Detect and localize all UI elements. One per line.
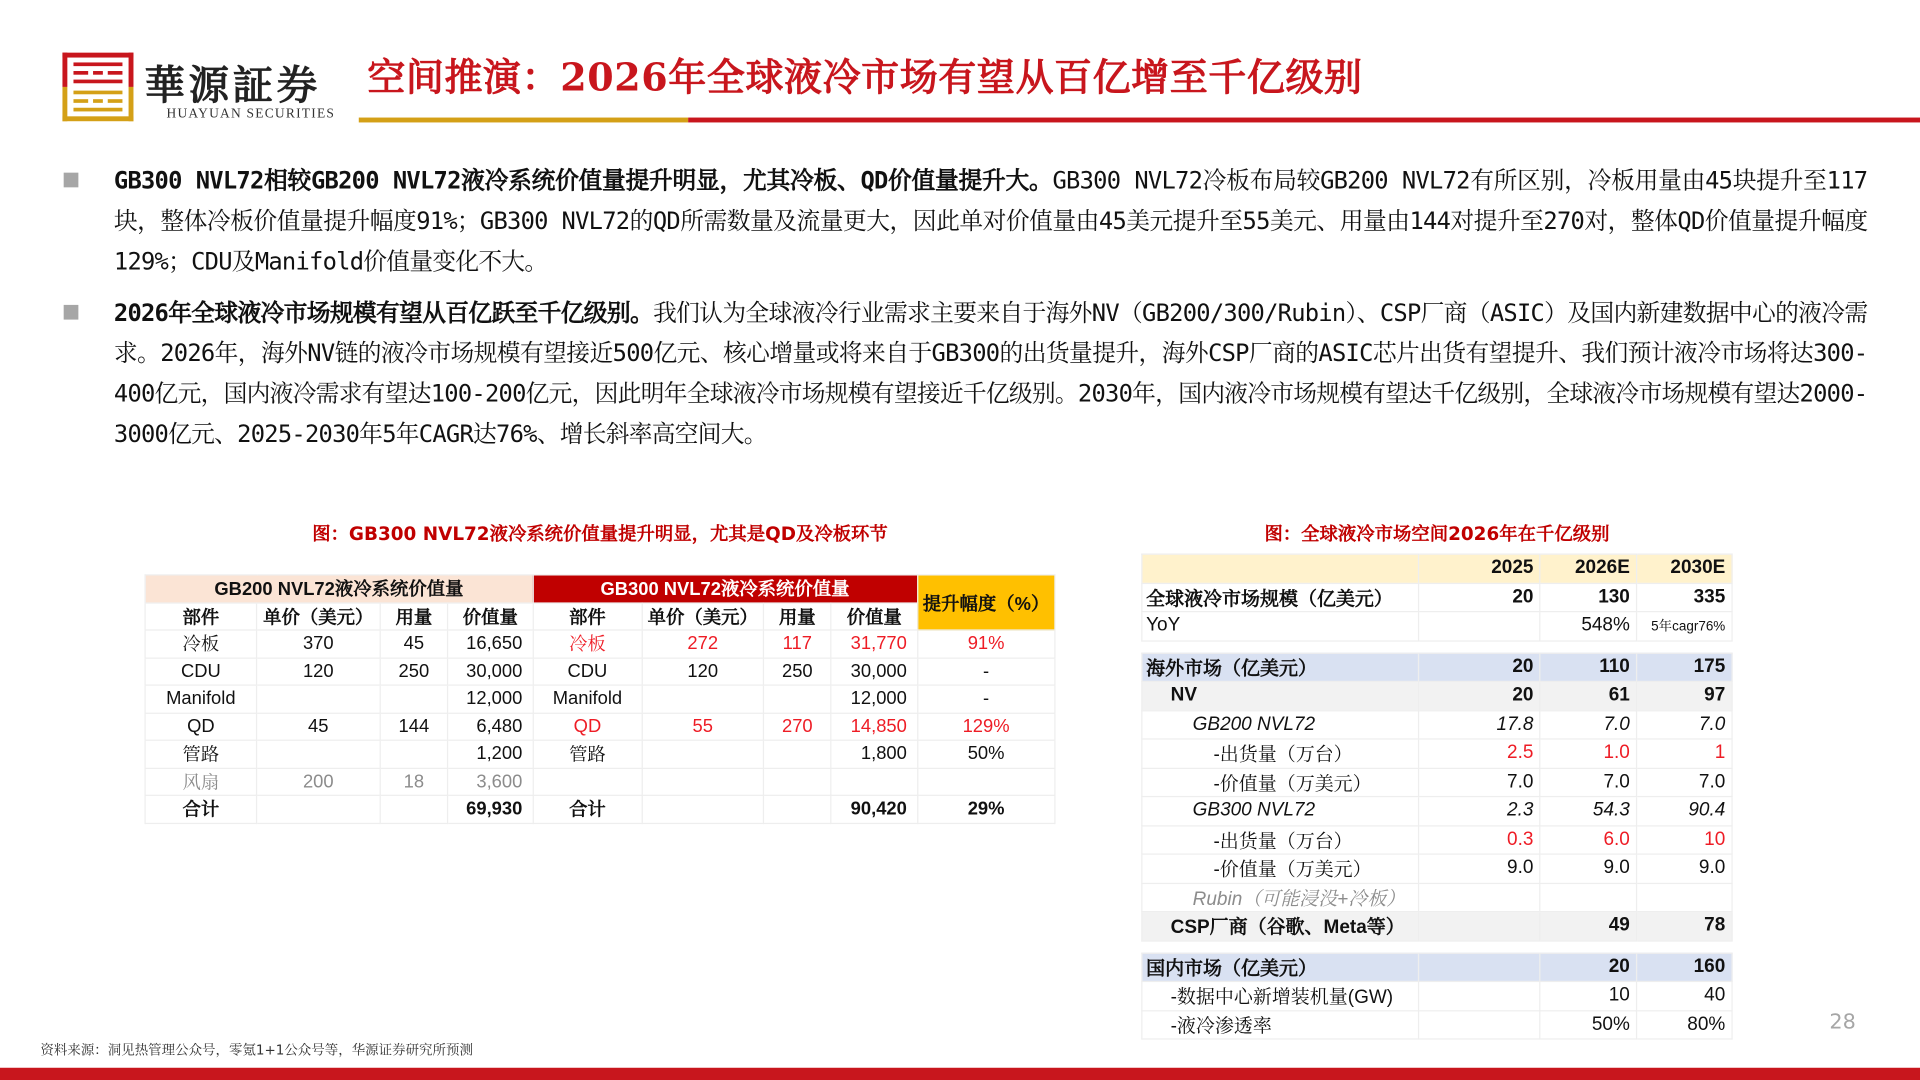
bottom-bar: [0, 1068, 1920, 1080]
value-cell: 7.0: [1418, 768, 1540, 797]
table-row: [1142, 797, 1732, 826]
table-cell: [380, 685, 448, 713]
value-cell: 130: [1540, 583, 1636, 612]
bullet-lead: GB300 NVL72相较GB200 NVL72液冷系统价值量提升明显，尤其冷板、QD价值量提升大。: [113, 166, 1053, 195]
row-label: 国内市场（亿美元）: [1142, 953, 1419, 982]
value-cell: 10: [1637, 825, 1732, 854]
market-size-table: [1141, 553, 1732, 1039]
value-cell: 97: [1637, 681, 1732, 710]
group-header-gb200: GB200 NVL72液冷系统价值量: [145, 575, 533, 603]
value-cell: 5年cagr76%: [1637, 612, 1732, 641]
table-cell: 120: [257, 658, 380, 686]
table-cell: [642, 795, 763, 823]
value-cell: 160: [1637, 953, 1732, 982]
bullet-paragraph-2: [114, 293, 1867, 455]
table-cell: 风扇: [145, 768, 257, 796]
spacer-row: [1142, 640, 1732, 652]
table-cell: 管路: [145, 740, 257, 768]
value-cell: 7.0: [1540, 768, 1636, 797]
value-cell: 20: [1418, 681, 1540, 710]
table-cell: 90,420: [831, 795, 917, 823]
table-row: [1142, 825, 1732, 854]
value-cell: 20: [1418, 653, 1540, 682]
brand-name-en: HUAYUAN SECURITIES: [166, 106, 336, 122]
table-cell: 1,200: [448, 740, 533, 768]
table-cell: 144: [380, 713, 448, 741]
increase-cell: 50%: [917, 740, 1055, 768]
title-divider-red: [688, 118, 1920, 123]
table-cell: [642, 685, 763, 713]
table-cell: QD: [145, 713, 257, 741]
column-header: 单价（美元）: [257, 602, 380, 630]
value-cell: 80%: [1637, 1010, 1732, 1039]
table-row: [145, 630, 1055, 658]
table-cell: [763, 685, 831, 713]
value-cell: 175: [1637, 653, 1732, 682]
table-cell: 45: [380, 630, 448, 658]
table-row: [145, 740, 1055, 768]
value-cell: 54.3: [1540, 797, 1636, 826]
table-row: [1142, 710, 1732, 739]
value-cell: [1540, 883, 1636, 912]
liquid-cooling-value-table: [144, 574, 1055, 823]
table-cell: 16,650: [448, 630, 533, 658]
page-number: 28: [1829, 1010, 1856, 1035]
value-cell: 20: [1418, 583, 1540, 612]
increase-header: 提升幅度（%）: [917, 575, 1055, 630]
right-figure-caption: 图：全球液冷市场空间2026年在千亿级别: [1264, 522, 1610, 545]
row-label: -液冷渗透率: [1142, 1010, 1419, 1039]
table-cell: [257, 740, 380, 768]
year-header: 2025: [1418, 554, 1540, 583]
table-cell: 250: [763, 658, 831, 686]
row-label: -出货量（万台）: [1142, 739, 1419, 768]
table-cell: 30,000: [448, 658, 533, 686]
value-cell: 7.0: [1637, 768, 1732, 797]
value-cell: 40: [1637, 981, 1732, 1010]
table-row: [1142, 739, 1732, 768]
table-cell: [380, 795, 448, 823]
bullet-icon: [64, 173, 79, 188]
increase-cell: 129%: [917, 713, 1055, 741]
table-cell: 14,850: [831, 713, 917, 741]
value-cell: [1418, 981, 1540, 1010]
value-cell: 7.0: [1540, 710, 1636, 739]
year-header: 2026E: [1540, 554, 1636, 583]
table-cell: 117: [763, 630, 831, 658]
table-row: [1142, 681, 1732, 710]
table-cell: Manifold: [533, 685, 642, 713]
table-cell: 管路: [533, 740, 642, 768]
row-label: GB300 NVL72: [1142, 797, 1419, 826]
table-row: [1142, 854, 1732, 883]
table-cell: 120: [642, 658, 763, 686]
value-cell: 90.4: [1637, 797, 1732, 826]
value-cell: [1637, 883, 1732, 912]
table-cell: 272: [642, 630, 763, 658]
column-header: 价值量: [448, 602, 533, 630]
table-cell: 1,800: [831, 740, 917, 768]
row-label: -出货量（万台）: [1142, 825, 1419, 854]
value-cell: 17.8: [1418, 710, 1540, 739]
column-header: 部件: [533, 602, 642, 630]
row-label: 海外市场（亿美元）: [1142, 653, 1419, 682]
row-label: -数据中心新增装机量(GW): [1142, 981, 1419, 1010]
increase-cell: [917, 768, 1055, 796]
spacer: [1142, 640, 1732, 652]
row-label: 全球液冷市场规模（亿美元）: [1142, 583, 1419, 612]
group-header-row: [145, 575, 1055, 603]
table-row: [145, 795, 1055, 823]
row-label: -价值量（万美元）: [1142, 854, 1419, 883]
group-header-gb300: GB300 NVL72液冷系统价值量: [533, 575, 918, 603]
table-cell: Manifold: [145, 685, 257, 713]
table-cell: [642, 768, 763, 796]
table-row: [1142, 653, 1732, 682]
year-header: 2030E: [1637, 554, 1732, 583]
value-cell: 49: [1540, 912, 1636, 941]
page-title: 空间推演：2026年全球液冷市场有望从百亿增至千亿级别: [367, 56, 1363, 101]
year-header-row: [1142, 554, 1732, 583]
bullet-paragraph-1: [114, 160, 1867, 281]
row-label: -价值量（万美元）: [1142, 768, 1419, 797]
header-blank: [1142, 554, 1419, 583]
table-cell: 45: [257, 713, 380, 741]
row-label: Rubin（可能浸没+冷板）: [1142, 883, 1419, 912]
table-cell: QD: [533, 713, 642, 741]
table-cell: 12,000: [448, 685, 533, 713]
table-cell: 270: [763, 713, 831, 741]
table-cell: [257, 685, 380, 713]
title-divider-gold: [359, 118, 688, 123]
table-cell: [642, 740, 763, 768]
table-row: [145, 685, 1055, 713]
row-label: CSP厂商（谷歌、Meta等）: [1142, 912, 1419, 941]
row-label: NV: [1142, 681, 1419, 710]
value-cell: 548%: [1540, 612, 1636, 641]
table-cell: 6,480: [448, 713, 533, 741]
value-cell: 0.3: [1418, 825, 1540, 854]
increase-cell: 29%: [917, 795, 1055, 823]
increase-cell: -: [917, 658, 1055, 686]
table-row: [1142, 883, 1732, 912]
table-cell: 250: [380, 658, 448, 686]
table-row: [1142, 1010, 1732, 1039]
value-cell: 1: [1637, 739, 1732, 768]
table-row: [1142, 612, 1732, 641]
value-cell: [1418, 1010, 1540, 1039]
table-cell: 69,930: [448, 795, 533, 823]
table-cell: 合计: [145, 795, 257, 823]
value-cell: 10: [1540, 981, 1636, 1010]
column-header: 部件: [145, 602, 257, 630]
table-cell: 12,000: [831, 685, 917, 713]
bullet-lead: 2026年全球液冷市场规模有望从百亿跃至千亿级别。: [113, 298, 654, 327]
table-cell: 冷板: [533, 630, 642, 658]
source-note: 资料来源：洞见热管理公众号，零氪1+1公众号等，华源证券研究所预测: [40, 1042, 473, 1058]
table-cell: 31,770: [831, 630, 917, 658]
value-cell: 1.0: [1540, 739, 1636, 768]
bullet-text: GB300 NVL72冷板布局较GB200 NVL72有所区别，冷板用量由45块提升至117块，整体冷板价值量提升幅度91%；GB300 NVL72的QD所需数量及流量更大，因此单对价值量由45美元提升至55美元、用量由144对提升至270对，整体QD价值量提升幅度129%；CDU及Manifold价值量变化不大。: [113, 166, 1868, 276]
table-cell: 200: [257, 768, 380, 796]
value-cell: 9.0: [1637, 854, 1732, 883]
spacer-row: [1142, 940, 1732, 952]
table-cell: 冷板: [145, 630, 257, 658]
value-cell: 9.0: [1540, 854, 1636, 883]
table-row: [1142, 768, 1732, 797]
value-cell: 7.0: [1637, 710, 1732, 739]
table-cell: 3,600: [448, 768, 533, 796]
table-row: [1142, 981, 1732, 1010]
value-cell: 20: [1540, 953, 1636, 982]
table-cell: 18: [380, 768, 448, 796]
brand-name: 華源証券: [144, 61, 321, 109]
bullet-icon: [64, 305, 79, 320]
value-cell: 9.0: [1418, 854, 1540, 883]
value-cell: [1418, 883, 1540, 912]
increase-cell: -: [917, 685, 1055, 713]
value-cell: 110: [1540, 653, 1636, 682]
table-cell: [763, 795, 831, 823]
column-header: 单价（美元）: [642, 602, 763, 630]
table-cell: 55: [642, 713, 763, 741]
table-cell: [763, 740, 831, 768]
table-cell: 合计: [533, 795, 642, 823]
value-cell: 2.5: [1418, 739, 1540, 768]
value-cell: 78: [1637, 912, 1732, 941]
column-header: 用量: [763, 602, 831, 630]
increase-cell: 91%: [917, 630, 1055, 658]
table-cell: [763, 768, 831, 796]
table-cell: [257, 795, 380, 823]
table-cell: 370: [257, 630, 380, 658]
table-row: [145, 713, 1055, 741]
value-cell: 2.3: [1418, 797, 1540, 826]
spacer: [1142, 940, 1732, 952]
value-cell: [1418, 953, 1540, 982]
column-header: 价值量: [831, 602, 917, 630]
table-cell: 30,000: [831, 658, 917, 686]
table-cell: CDU: [145, 658, 257, 686]
huayuan-logo-icon: [61, 51, 134, 122]
table-row: [1142, 583, 1732, 612]
left-figure-caption: 图：GB300 NVL72液冷系统价值量提升明显，尤其是QD及冷板环节: [312, 522, 888, 545]
row-label: YoY: [1142, 612, 1419, 641]
bullet-text: 我们认为全球液冷行业需求主要来自于海外NV（GB200/300/Rubin）、CSP厂商（ASIC）及国内新建数据中心的液冷需求。2026年，海外NV链的液冷市场规模有望接近500亿元、核心增量或将来自于GB300的出货量提升，海外CSP厂商的ASIC芯片出货有望提升、我们预计液冷市场将达300-400亿元，国内液冷需求有望达100-200亿元，因此明年全球液冷市场规模有望接近千亿级别。2030年，国内液冷市场规模有望达千亿级别，全球液冷市场规模有望达2000-3000亿元、2025-2030年5年CAGR达76%、增长斜率高空间大。: [113, 298, 1868, 449]
column-header: 用量: [380, 602, 448, 630]
value-cell: 61: [1540, 681, 1636, 710]
table-row: [1142, 912, 1732, 941]
table-cell: [831, 768, 917, 796]
table-cell: [380, 740, 448, 768]
table-row: [1142, 953, 1732, 982]
table-row: [145, 658, 1055, 686]
table-cell: CDU: [533, 658, 642, 686]
row-label: GB200 NVL72: [1142, 710, 1419, 739]
value-cell: 50%: [1540, 1010, 1636, 1039]
value-cell: [1418, 912, 1540, 941]
value-cell: [1418, 612, 1540, 641]
table-cell: [533, 768, 642, 796]
table-row: [145, 768, 1055, 796]
value-cell: 335: [1637, 583, 1732, 612]
value-cell: 6.0: [1540, 825, 1636, 854]
